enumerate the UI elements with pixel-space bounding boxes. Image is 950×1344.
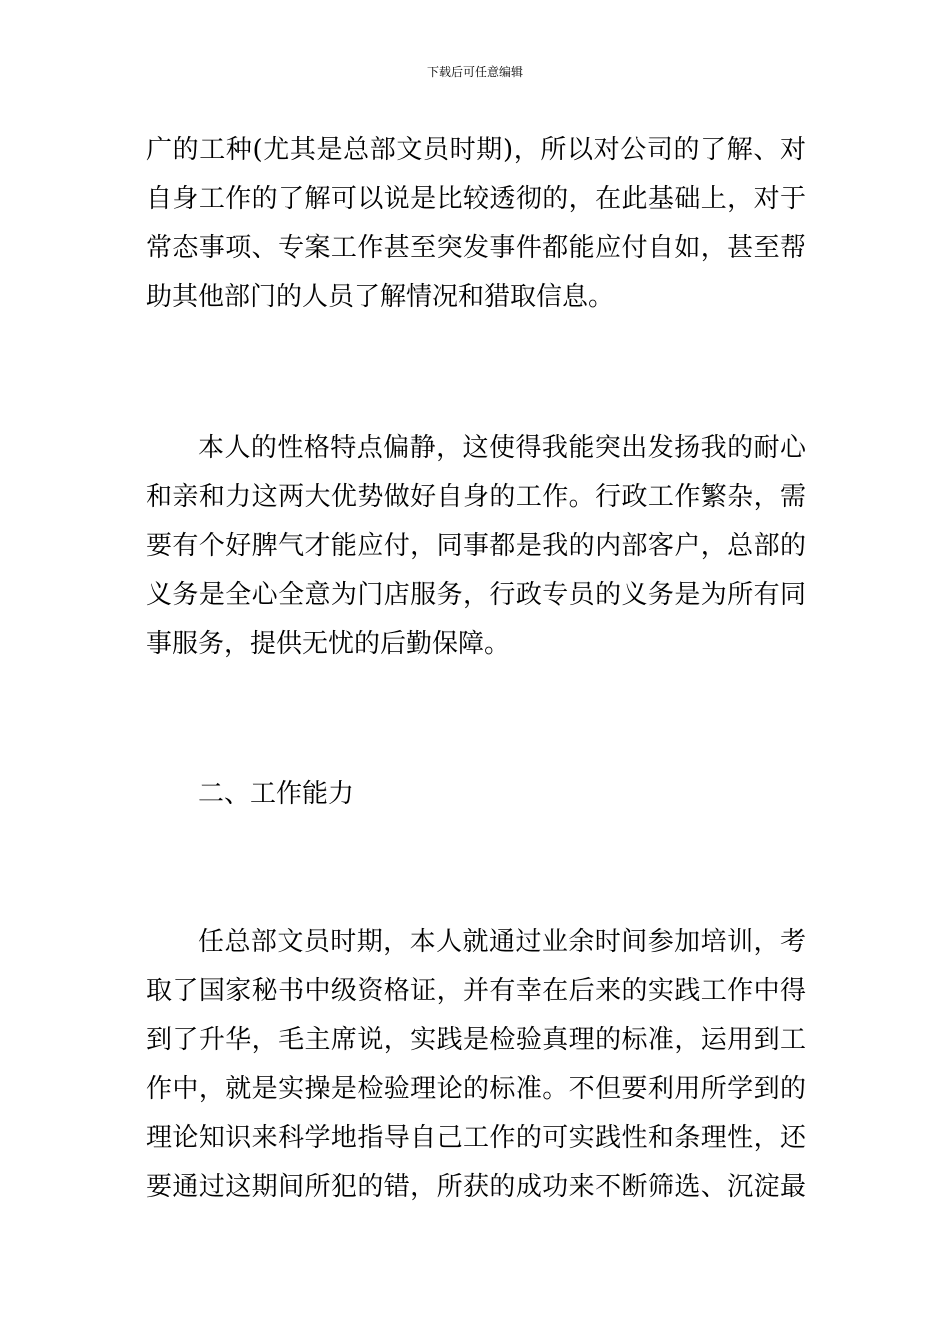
- paragraph-line: 助其他部门的人员了解情况和猎取信息。: [146, 282, 615, 312]
- paragraph-line: 本人的性格特点偏静，这使得我能突出发扬我的耐心: [198, 433, 806, 463]
- paragraph-line: 和亲和力这两大优势做好自身的工作。行政工作繁杂，需: [146, 482, 806, 512]
- paragraph-line: 理论知识来科学地指导自己工作的可实践性和条理性，还: [146, 1123, 806, 1153]
- paragraph-3: [146, 918, 806, 1212]
- paragraph-line: 常态事项、专案工作甚至突发事件都能应付自如，甚至帮: [146, 233, 806, 263]
- section-heading: [146, 770, 806, 819]
- paragraph-line: 取了国家秘书中级资格证，并有幸在后来的实践工作中得: [146, 976, 806, 1006]
- paragraph-line: 要通过这期间所犯的错，所获的成功来不断筛选、沉淀最: [146, 1172, 806, 1202]
- page-header: 下载后可任意编辑: [426, 65, 523, 79]
- paragraph-line: 广的工种(尤其是总部文员时期)，所以对公司的了解、对: [146, 135, 806, 165]
- section-heading-text: 二、工作能力: [198, 779, 355, 809]
- paragraph-line: 任总部文员时期，本人就通过业余时间参加培训，考: [198, 927, 806, 957]
- paragraph-line: 事服务，提供无忧的后勤保障。: [146, 629, 511, 659]
- paragraph-line: 义务是全心全意为门店服务，行政专员的义务是为所有同: [146, 580, 806, 610]
- paragraph-2: [146, 424, 806, 669]
- paragraph-line: 要有个好脾气才能应付，同事都是我的内部客户，总部的: [146, 531, 806, 561]
- paragraph-line: 自身工作的了解可以说是比较透彻的，在此基础上，对于: [146, 184, 806, 214]
- paragraph-line: 到了升华，毛主席说，实践是检验真理的标准，运用到工: [146, 1025, 806, 1055]
- paragraph-1: [146, 126, 806, 322]
- paragraph-line: 作中，就是实操是检验理论的标准。不但要利用所学到的: [146, 1074, 806, 1104]
